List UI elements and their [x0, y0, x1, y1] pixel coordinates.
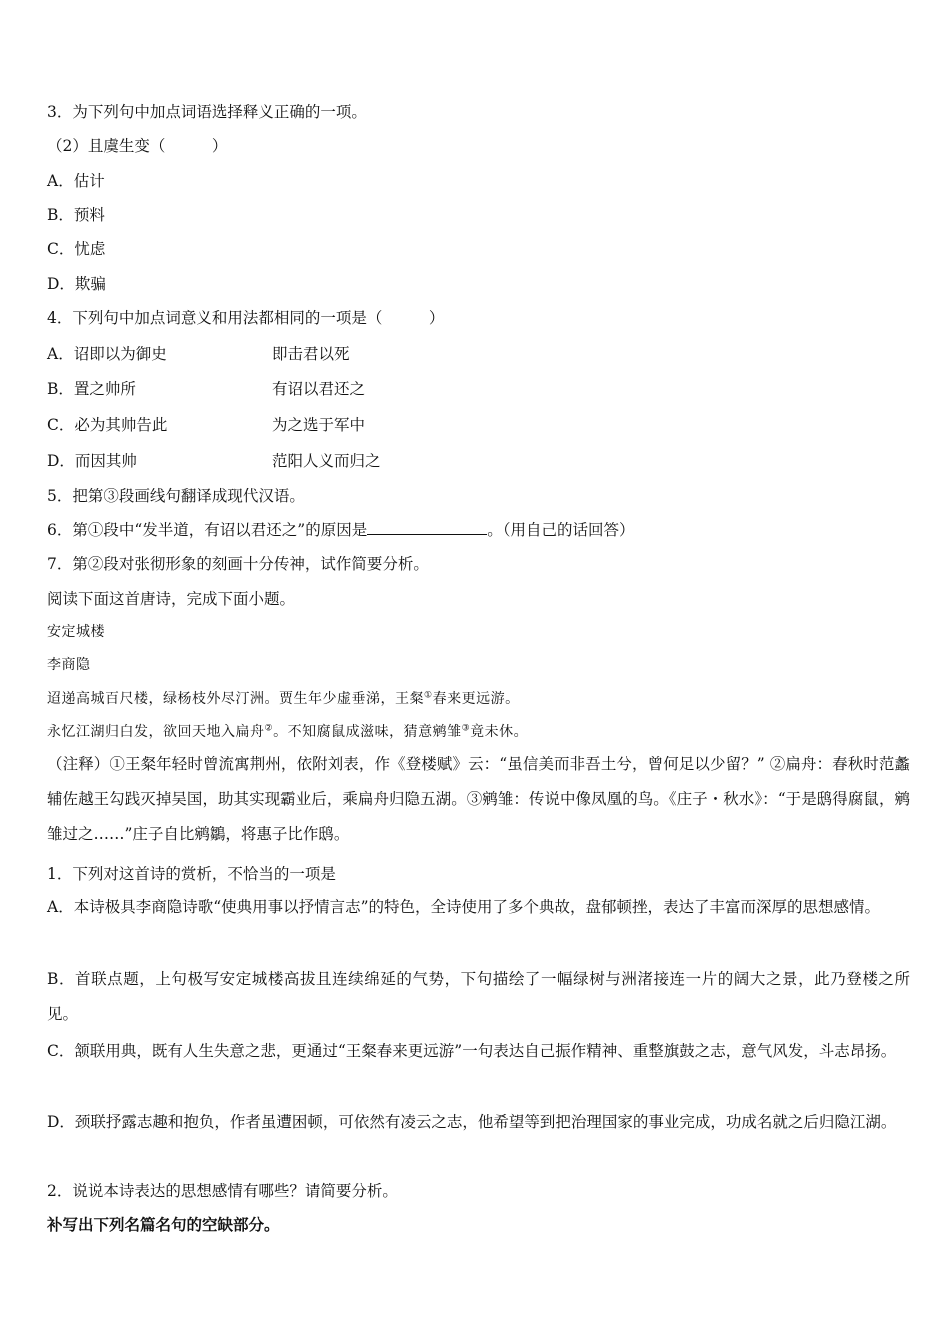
q4-option-c-left: C．必为其帅告此 [47, 416, 168, 434]
poem-notes: （注释）①王粲年轻时曾流寓荆州，依附刘表，作《登楼赋》云：“虽信美而非吾土兮，曾何足以少留？” ②扁舟：春秋时范蠡辅佐越王勾践灭掉吴国，助其实现霸业后，乘扁舟归隐五湖。③鹓雏：传说中像凤凰的鸟。《庄子・秋水》：“于是鸱得腐鼠，鹓雏过之……”庄子自比鹓鶵，将惠子比作鸱。 [47, 755, 910, 843]
q3-option-d: D．欺骗 [47, 275, 106, 293]
poem-line-1-part-a: 迢递高城百尺楼，绿杨枝外尽汀洲。贾生年少虚垂涕，王粲 [47, 691, 424, 707]
q3-sub: （2）且虞生变（ ） [47, 137, 228, 155]
q6-after: 。（用自己的话回答） [487, 521, 635, 539]
p1-option-b: B．首联点题，上句极写安定城楼高拔且连续绵延的气势，下句描绘了一幅绿树与洲渚接连一片的阔大之景，此乃登楼之所见。 [47, 970, 910, 1023]
poem-line-2-part-b: 。不知腐鼠成滋味，猜意鹓雏 [273, 724, 462, 740]
q4-option-c-right: 为之选于军中 [272, 416, 366, 434]
poem-line-1 [47, 689, 910, 709]
q4-option-d-right: 范阳人义而归之 [272, 452, 381, 470]
p1-stem: 1．下列对这首诗的赏析，不恰当的一项是 [47, 865, 336, 883]
poem-title: 安定城楼 [47, 624, 105, 640]
q4-stem: 4．下列句中加点词意义和用法都相同的一项是（ ） [47, 309, 445, 327]
q7: 7．第②段对张彻形象的刻画十分传神，试作简要分析。 [47, 555, 429, 573]
q4-option-b-left: B．置之帅所 [47, 380, 136, 398]
q3-stem: 3．为下列句中加点词语选择释义正确的一项。 [47, 103, 367, 121]
q4-option-d [47, 451, 910, 471]
q6-before: 6．第①段中“发半道，有诏以君还之”的原因是 [47, 521, 368, 539]
q3-option-b: B．预料 [47, 206, 105, 224]
q4-option-c [47, 415, 910, 435]
q3-option-c: C．忧虑 [47, 240, 106, 258]
footnote-mark-1: ① [424, 690, 433, 701]
q4-option-a-right: 即击君以死 [272, 345, 350, 363]
poem-line-1-part-b: 春来更远游。 [432, 691, 520, 707]
q3-option-a: A．估计 [47, 172, 105, 190]
q4-option-b [47, 379, 910, 399]
poem-line-2-part-c: 竟未休。 [470, 724, 529, 740]
footnote-mark-3: ③ [461, 723, 471, 734]
q4-option-b-right: 有诏以君还之 [272, 380, 366, 398]
q6 [47, 520, 910, 540]
poem-line-2-part-a: 永忆江湖归白发，欲回天地入扁舟 [47, 724, 265, 740]
q4-option-d-left: D．而因其帅 [47, 452, 137, 470]
p1-option-c: C．颔联用典，既有人生失意之悲，更通过“王粲春来更远游”一句表达自己振作精神、重整旗鼓之志，意气风发，斗志昂扬。 [47, 1042, 897, 1060]
p1-option-d: D．颈联抒露志趣和抱负，作者虽遭困顿，可依然有凌云之志，他希望等到把治理国家的事业完成，功成名就之后归隐江湖。 [47, 1113, 897, 1131]
section-heading: 补写出下列名篇名句的空缺部分。 [47, 1215, 280, 1234]
q4-option-a [47, 344, 910, 364]
p1-option-a: A．本诗极具李商隐诗歌“使典用事以抒情言志”的特色，全诗使用了多个典故，盘郁顿挫，表达了丰富而深厚的思想感情。 [47, 898, 881, 916]
q5: 5．把第③段画线句翻译成现代汉语。 [47, 487, 305, 505]
poem-line-2 [47, 722, 910, 742]
q4-option-a-left: A．诏即以为御史 [47, 345, 167, 363]
poem-author: 李商隐 [47, 657, 91, 673]
p2: 2．说说本诗表达的思想感情有哪些？请简要分析。 [47, 1182, 398, 1200]
answer-blank[interactable] [367, 520, 487, 535]
footnote-mark-2: ② [264, 723, 274, 734]
reading-intro: 阅读下面这首唐诗，完成下面小题。 [47, 590, 296, 608]
